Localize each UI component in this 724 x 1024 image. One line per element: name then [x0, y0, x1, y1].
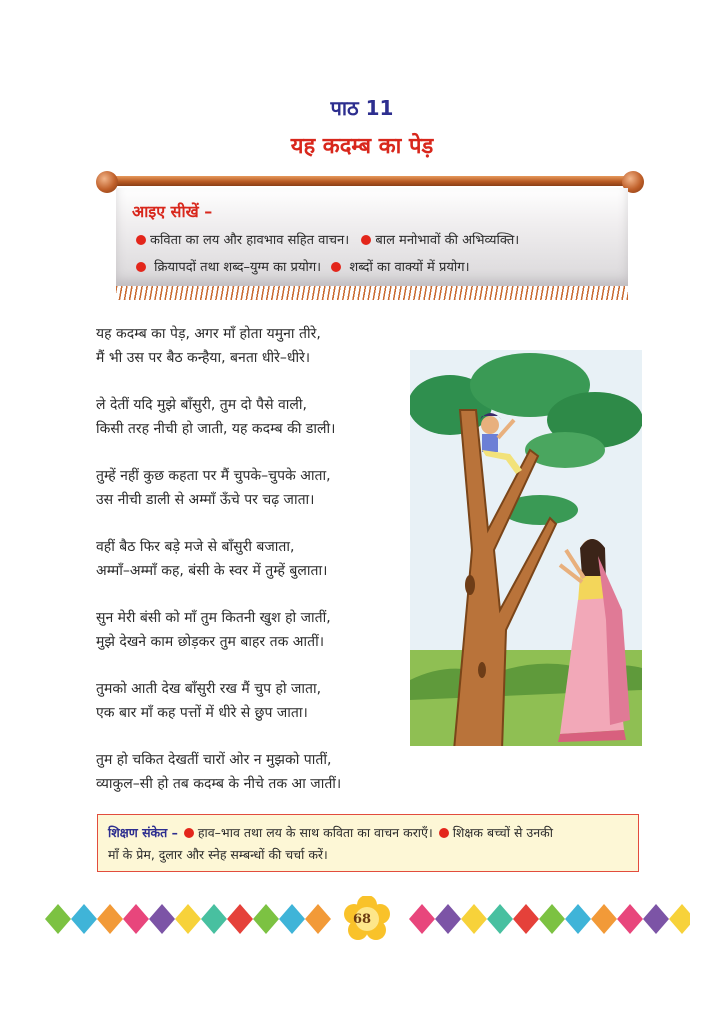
teacher-note-item: शिक्षक बच्चों से उनकी: [452, 825, 554, 840]
learn-item: क्रियापदों तथा शब्द–युग्म का प्रयोग।: [154, 260, 322, 275]
poem-line: किसी तरह नीची हो जाती, यह कदम्ब की डाली।: [96, 421, 336, 437]
poem-line: मुझे देखने काम छोड़कर तुम बाहर तक आतीं।: [96, 634, 325, 650]
stanza: [96, 677, 416, 725]
poem-line: एक बार माँ कह पत्तों में धीरे से छुप जाता।: [96, 705, 308, 721]
scroll-knob-left: [96, 171, 118, 193]
teacher-note-label: शिक्षण संकेत –: [108, 825, 178, 840]
learn-row-1: [134, 230, 519, 248]
bullet-icon: [439, 828, 449, 838]
poem-line: तुम्हें नहीं कुछ कहता पर मैं चुपके–चुपके आता,: [96, 468, 331, 484]
learn-heading: आइए सीखें –: [132, 202, 213, 221]
poem-line: उस नीची डाली से अम्माँ ऊँचे पर चढ़ जाता।: [96, 492, 315, 508]
poem: [96, 322, 416, 819]
lesson-number: पाठ 11: [330, 96, 394, 120]
teacher-note-item: हाव–भाव तथा लय के साथ कविता का वाचन कराएँ।: [197, 825, 433, 840]
poem-line: यह कदम्ब का पेड़, अगर माँ होता यमुना तीरे,: [96, 326, 321, 342]
poem-line: वहीं बैठ फिर बड़े मजे से बाँसुरी बजाता,: [96, 539, 295, 555]
stanza: [96, 535, 416, 583]
bullet-icon: [136, 262, 146, 272]
poem-line: मैं भी उस पर बैठ कन्हैया, बनता धीरे–धीरे।: [96, 350, 311, 366]
poem-line: तुम हो चकित देखतीं चारों ओर न मुझको पातीं,: [96, 752, 332, 768]
stanza: [96, 748, 416, 796]
poem-line: ले देतीं यदि मुझे बाँसुरी, तुम दो पैसे वाली,: [96, 397, 307, 413]
stanza: [96, 393, 416, 441]
bullet-icon: [331, 262, 341, 272]
stanza: [96, 322, 416, 370]
poem-line: तुमको आती देख बाँसुरी रख मैं चुप हो जाता,: [96, 681, 322, 697]
bullet-icon: [361, 235, 371, 245]
stanza: [96, 606, 416, 654]
learn-item: शब्दों का वाक्यों में प्रयोग।: [349, 260, 470, 275]
learn-item: बाल मनोभावों की अभिव्यक्ति।: [375, 233, 520, 248]
scroll-fringe: [116, 286, 628, 300]
teacher-note-box: [97, 814, 639, 872]
learn-row-2: [134, 257, 470, 275]
poem-line: सुन मेरी बंसी को माँ तुम कितनी खुश हो जातीं,: [96, 610, 331, 626]
page-number: 68: [352, 912, 372, 927]
lesson-title: यह कदम्ब का पेड़: [290, 134, 434, 159]
teacher-note-line-1: [108, 822, 628, 844]
learn-item: कविता का लय और हावभाव सहित वाचन।: [150, 233, 350, 248]
kadamb-tree-illustration: [410, 350, 642, 746]
bullet-icon: [136, 235, 146, 245]
scroll-rod: [98, 176, 638, 186]
teacher-note-line-2: माँ के प्रेम, दुलार और स्नेह सम्बन्धों की चर्चा करें।: [108, 847, 328, 862]
poem-line: व्याकुल–सी हो तब कदम्ब के नीचे तक आ जातीं।: [96, 776, 342, 792]
poem-line: अम्माँ–अम्माँ कह, बंसी के स्वर में तुम्हें बुलाता।: [96, 563, 328, 579]
bullet-icon: [184, 828, 194, 838]
stanza: [96, 464, 416, 512]
